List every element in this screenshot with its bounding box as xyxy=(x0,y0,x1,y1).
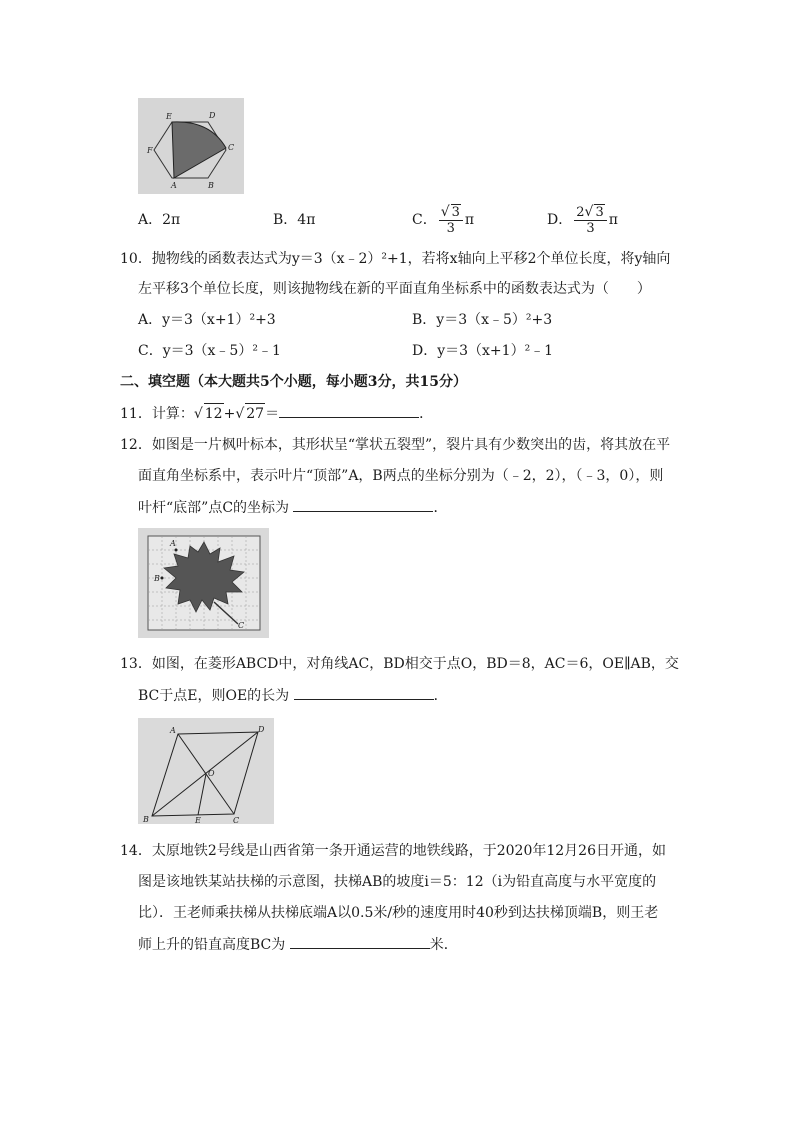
q14-line2: 图是该地铁某站扶梯的示意图，扶梯AB的坡度i＝5：12（i为铅直高度与水平宽度的 xyxy=(138,874,657,890)
q10-option-d: D．y＝3（x+1）²﹣1 xyxy=(412,343,554,359)
q13-label-b: B xyxy=(143,815,149,824)
q13-answer-blank[interactable] xyxy=(294,685,434,700)
q14-line3: 比）．王老师乘扶梯从扶梯底端A以0.5米/秒的速度用时40秒到达扶梯顶端B，则王老 xyxy=(138,905,659,921)
q12-label-a: A xyxy=(170,539,176,548)
q9-label-f: F xyxy=(147,146,153,155)
q13-line2: BC于点E，则OE的长为 ． xyxy=(138,685,448,706)
q13-figure-svg xyxy=(138,718,274,824)
section2-title: 二、填空题（本大题共5个小题，每小题3分，共15分） xyxy=(120,374,467,390)
q11-line: 11．计算：√ 12+√ 27＝ ． xyxy=(120,403,433,424)
q9-label-a: A xyxy=(171,181,177,190)
q9-option-b: B．4π xyxy=(273,212,316,228)
q13-label-d: D xyxy=(258,725,265,734)
q13-line1: 13．如图，在菱形ABCD中，对角线AC，BD相交于点O，BD＝8，AC＝6，OE∥AB，交 xyxy=(120,656,679,672)
q14-answer-blank[interactable] xyxy=(290,934,430,949)
q9-option-a: A．2π xyxy=(138,212,181,228)
q9-label-d: D xyxy=(209,111,216,120)
q12-figure xyxy=(138,528,269,638)
q11-rad1: 12 xyxy=(204,403,224,424)
q12-answer-blank[interactable] xyxy=(293,497,433,512)
q9-option-d-frac: $\frac{2√ 3}{3}$ xyxy=(574,204,606,236)
q9-label-b: B xyxy=(208,181,214,190)
q12-label-c: C xyxy=(238,621,245,630)
q9-figure-svg xyxy=(138,98,244,194)
q11-answer-blank[interactable] xyxy=(279,403,419,418)
q12-line1: 12．如图是一片枫叶标本，其形状呈“掌状五裂型”，裂片具有少数突出的齿，将其放在平 xyxy=(120,437,671,453)
q12-label-b: B xyxy=(154,574,160,583)
q9-option-c-label: C． xyxy=(412,212,437,228)
q10-option-b: B．y＝3（x﹣5）²+3 xyxy=(412,312,553,328)
q9-option-c-frac: $\frac{√ 3}{3}$ xyxy=(439,204,463,236)
q13-label-c: C xyxy=(233,816,240,824)
q10-option-c: C．y＝3（x﹣5）²﹣1 xyxy=(138,343,281,359)
q9-figure xyxy=(138,98,244,194)
q10-line2: 左平移3个单位长度，则该抛物线在新的平面直角坐标系中的函数表达式为（ ） xyxy=(138,281,651,297)
q13-figure xyxy=(138,718,274,824)
q12-figure-svg xyxy=(138,528,269,638)
q14-line4: 师上升的铅直高度BC为 米． xyxy=(138,934,458,955)
q9-label-c: C xyxy=(228,143,235,152)
q10-line1: 10．抛物线的函数表达式为y＝3（x﹣2）²+1，若将x轴向上平移2个单位长度，将y轴向 xyxy=(120,251,671,267)
q9-label-e: E xyxy=(166,112,172,121)
q9-option-d-label: D． xyxy=(547,212,573,228)
q12-line2: 面直角坐标系中，表示叶片“顶部”A，B两点的坐标分别为（﹣2，2），（﹣3，0），则 xyxy=(138,468,664,484)
q14-line1: 14．太原地铁2号线是山西省第一条开通运营的地铁线路，于2020年12月26日开通，如 xyxy=(120,843,666,859)
q12-line3: 叶杆“底部”点C的坐标为 ． xyxy=(138,497,447,518)
q10-option-a: A．y＝3（x+1）²+3 xyxy=(138,312,276,328)
q11-rad2: 27 xyxy=(245,403,265,424)
q9-option-d: D． $\frac{2√ 3}{3}$ π xyxy=(547,204,618,236)
q13-label-o: O xyxy=(208,769,215,778)
q13-label-a: A xyxy=(170,726,176,735)
q9-option-c: C． $\frac{√ 3}{3}$ π xyxy=(412,204,475,236)
q13-label-e: E xyxy=(195,816,201,824)
